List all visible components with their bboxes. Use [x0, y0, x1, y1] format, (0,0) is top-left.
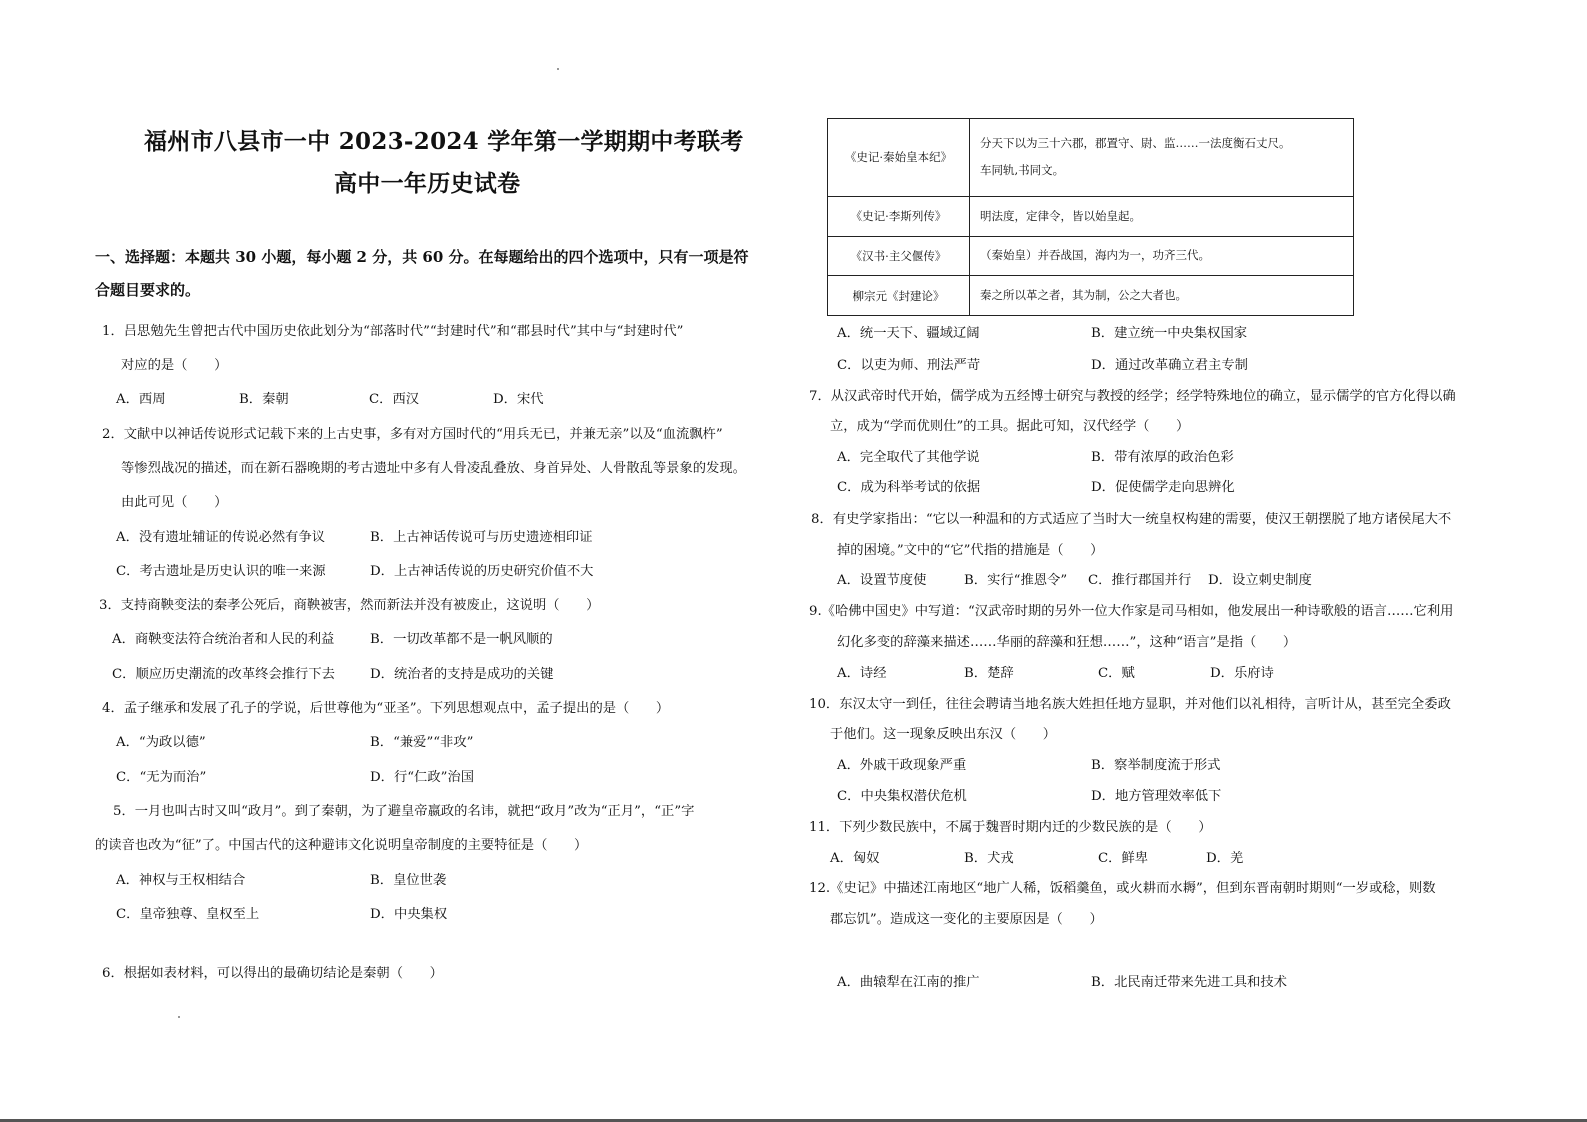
option-d: D．乐府诗	[1210, 666, 1274, 681]
source-name: 《汉书·主父偃传》	[828, 236, 970, 276]
question-stem: 12.《史记》中描述江南地区“地广人稀，饭稻羹鱼，或火耕而水耨”，但到东晋南朝时期则“一岁或稔，则数	[809, 881, 1436, 896]
question-stem: 8．有史学家指出：“它以一种温和的方式适应了当时大一统皇权构建的需要，使汉王朝摆脱了地方诸侯尾大不	[811, 512, 1452, 527]
option-b: B．秦朝	[239, 392, 289, 407]
option-b: B．一切改革都不是一帆风顺的	[370, 632, 553, 647]
question-stem: 的读音也改为“征”了。中国古代的这种避讳文化说明皇帝制度的主要特征是（ ）	[95, 838, 588, 853]
section-heading-cont: 合题目要求的。	[95, 281, 201, 299]
option-c: C．推行郡国并行	[1088, 573, 1192, 588]
exam-title: 福州市八县市一中 2023-2024 学年第一学期期中考联考	[144, 128, 744, 155]
option-c: C．中央集权潜伏危机	[837, 789, 967, 804]
question-stem: 对应的是（ ）	[121, 358, 228, 373]
option-a: A．曲辕犁在江南的推广	[837, 975, 980, 990]
option-c: C．“无为而治”	[116, 770, 207, 785]
option-a: A．“为政以德”	[116, 735, 206, 750]
option-d: D．地方管理效率低下	[1091, 789, 1222, 804]
source-table	[827, 118, 1354, 316]
source-text: 秦之所以革之者，其为制，公之大者也。	[970, 276, 1354, 316]
exam-subtitle: 高中一年历史试卷	[334, 170, 521, 197]
option-b: B．带有浓厚的政治色彩	[1091, 450, 1234, 465]
question-stem: 4．孟子继承和发展了孔子的学说，后世尊他为“亚圣”。下列思想观点中，孟子提出的是（ ）	[102, 701, 670, 716]
question-stem: 7．从汉武帝时代开始，儒学成为五经博士研究与教授的经学；经学特殊地位的确立，显示儒学的官方化得以确	[809, 389, 1456, 404]
option-d: D．促使儒学走向思辨化	[1091, 480, 1235, 495]
question-stem: 幻化多变的辞藻来描述……华丽的辞藻和狂想……”，这种“语言”是指（ ）	[837, 635, 1297, 650]
question-stem: 10．东汉太守一到任，往往会聘请当地名族大姓担任地方显职，并对他们以礼相待，言听计从，甚至完全委政	[809, 697, 1451, 712]
option-a: A．统一天下、疆域辽阔	[837, 326, 980, 341]
question-stem: 11．下列少数民族中，不属于魏晋时期内迁的少数民族的是（ ）	[809, 820, 1212, 835]
option-d: D．统治者的支持是成功的关键	[370, 667, 554, 682]
option-d: D．上古神话传说的历史研究价值不大	[370, 564, 594, 579]
option-a: A．匈奴	[830, 851, 880, 866]
source-text: 分天下以为三十六郡，郡置守、尉、监……一法度衡石丈尺。 车同轨,书同文。	[970, 119, 1354, 197]
source-text: 明法度，定律令，皆以始皇起。	[970, 196, 1354, 236]
option-c: C．西汉	[369, 392, 420, 407]
option-a: A．神权与王权相结合	[116, 873, 246, 888]
option-a: A．诗经	[837, 666, 887, 681]
question-stem: 立，成为“学而优则仕”的工具。据此可知，汉代经学（ ）	[830, 419, 1190, 434]
question-stem: 9.《哈佛中国史》中写道：“汉武帝时期的另外一位大作家是司马相如，他发展出一种诗歌般的语言……它利用	[809, 604, 1454, 619]
option-b: B．上古神话传说可与历史遗迹相印证	[370, 530, 593, 545]
question-stem: 于他们。这一现象反映出东汉（ ）	[830, 727, 1057, 742]
option-c: C．鲜卑	[1098, 851, 1149, 866]
option-c: C．赋	[1098, 666, 1135, 681]
question-stem: 掉的困境。”文中的“它”代指的措施是（ ）	[837, 543, 1104, 558]
table-row	[828, 276, 1354, 316]
scan-speck	[178, 1016, 180, 1018]
source-name: 柳宗元《封建论》	[828, 276, 970, 316]
option-c: C．以吏为师、刑法严苛	[837, 358, 981, 373]
question-stem: 5．一月也叫古时又叫“政月”。到了秦朝，为了避皇帝嬴政的名讳，就把“政月”改为“正月”，“正”字	[113, 804, 695, 819]
table-row	[828, 236, 1354, 276]
option-b: B．察举制度流于形式	[1091, 758, 1221, 773]
option-a: A．外戚干政现象严重	[837, 758, 967, 773]
option-d: D．羌	[1206, 851, 1244, 866]
section-heading: 一、选择题：本题共 30 小题，每小题 2 分，共 60 分。在每题给出的四个选项中，只有一项是符	[95, 248, 749, 266]
option-a: A．设置节度使	[837, 573, 927, 588]
question-stem: 2．文献中以神话传说形式记载下来的上古史事，多有对方国时代的“用兵无已，并兼无亲”以及“血流飘杵”	[102, 427, 723, 442]
option-b: B．楚辞	[964, 666, 1014, 681]
option-b: B．“兼爱”“非攻”	[370, 735, 474, 750]
option-c: C．皇帝独尊、皇权至上	[116, 907, 260, 922]
question-stem: 3．支持商鞅变法的秦孝公死后，商鞅被害，然而新法并没有被废止，这说明（ ）	[99, 598, 600, 613]
option-a: A．西周	[116, 392, 166, 407]
option-c: C．考古遗址是历史认识的唯一来源	[116, 564, 326, 579]
option-a: A．完全取代了其他学说	[837, 450, 980, 465]
option-d: D．宋代	[493, 392, 544, 407]
scan-speck	[557, 68, 559, 70]
option-a: A．没有遗址辅证的传说必然有争议	[116, 530, 326, 545]
table-row	[828, 119, 1354, 197]
source-text: （秦始皇）并吞战国，海内为一，功齐三代。	[970, 236, 1354, 276]
question-6-stem: 6．根据如表材料，可以得出的最确切结论是秦朝（ ）	[102, 966, 443, 981]
option-b: B．皇位世袭	[370, 873, 447, 888]
option-b: B．建立统一中央集权国家	[1091, 326, 1248, 341]
question-stem: 等惨烈战况的描述，而在新石器晚期的考古遗址中多有人骨凌乱叠放、身首异处、人骨散乱等景象的发现。	[121, 461, 746, 476]
option-d: D．中央集权	[370, 907, 448, 922]
option-a: A．商鞅变法符合统治者和人民的利益	[112, 632, 335, 647]
source-name: 《史记·李斯列传》	[828, 196, 970, 236]
option-d: D．行“仁政”治国	[370, 770, 475, 785]
option-b: B．实行“推恩令”	[964, 573, 1068, 588]
option-c: C．成为科举考试的依据	[837, 480, 981, 495]
source-name: 《史记·秦始皇本纪》	[828, 119, 970, 197]
option-d: D．设立刺史制度	[1208, 573, 1312, 588]
question-stem: 由此可见（ ）	[121, 495, 228, 510]
question-stem: 1．吕思勉先生曾把古代中国历史依此划分为“部落时代”“封建时代”和“郡县时代”其中与“封建时代”	[102, 324, 684, 339]
question-stem: 郡忘饥”。造成这一变化的主要原因是（ ）	[830, 912, 1103, 927]
option-b: B．北民南迁带来先进工具和技术	[1091, 975, 1287, 990]
table-row	[828, 196, 1354, 236]
option-c: C．顺应历史潮流的改革终会推行下去	[112, 667, 335, 682]
option-d: D．通过改革确立君主专制	[1091, 358, 1248, 373]
option-b: B．犬戎	[964, 851, 1014, 866]
